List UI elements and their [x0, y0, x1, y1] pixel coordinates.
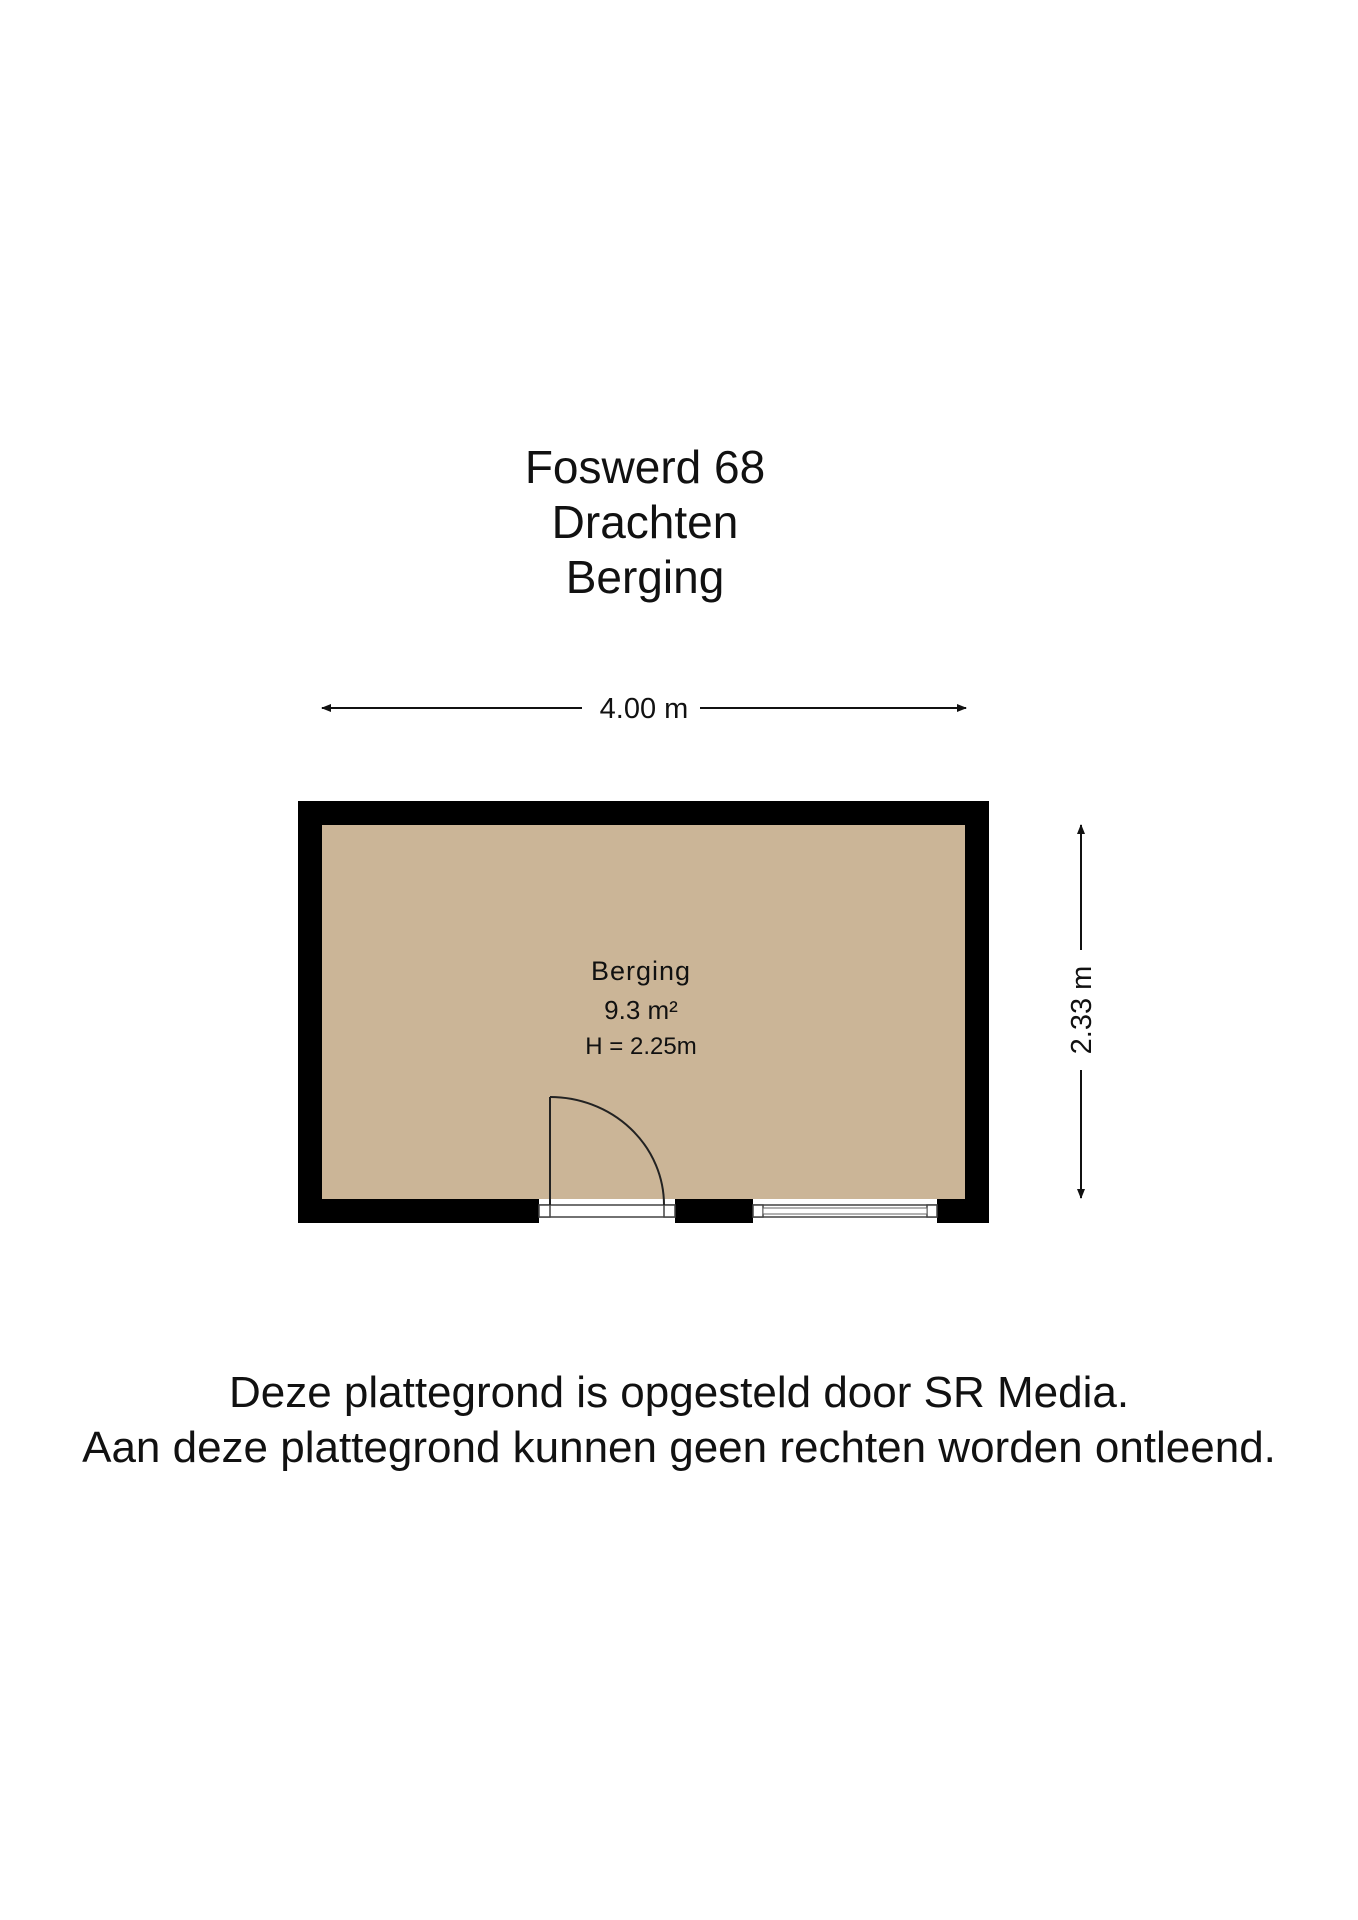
door-opening — [539, 1199, 675, 1223]
depth-dimension — [1066, 825, 1098, 1198]
door-jamb-left — [539, 1205, 550, 1217]
disclaimer-line-2: Aan deze plattegrond kunnen geen rechten worden ontleend. — [82, 1423, 1276, 1472]
disclaimer-line-1: Deze plattegrond is opgesteld door SR Media. — [228, 1368, 1130, 1417]
room-area: 9.3 m² — [604, 995, 678, 1025]
width-dimension — [322, 693, 966, 725]
window-sill-right — [927, 1205, 937, 1217]
city-title: Drachten — [551, 496, 739, 548]
address-title: Foswerd 68 — [524, 441, 766, 493]
door-jamb-right — [664, 1205, 675, 1217]
window-glass — [763, 1208, 927, 1214]
disclaimer — [0, 1365, 1358, 1475]
depth-dimension-label: 2.33 m — [1066, 965, 1098, 1055]
room-height: H = 2.25m — [585, 1033, 697, 1060]
room-name: Berging — [590, 956, 692, 986]
window — [753, 1199, 937, 1223]
floor-title: Berging — [565, 551, 725, 603]
window-sill-left — [753, 1205, 763, 1217]
width-dimension-label: 4.00 m — [599, 693, 689, 725]
